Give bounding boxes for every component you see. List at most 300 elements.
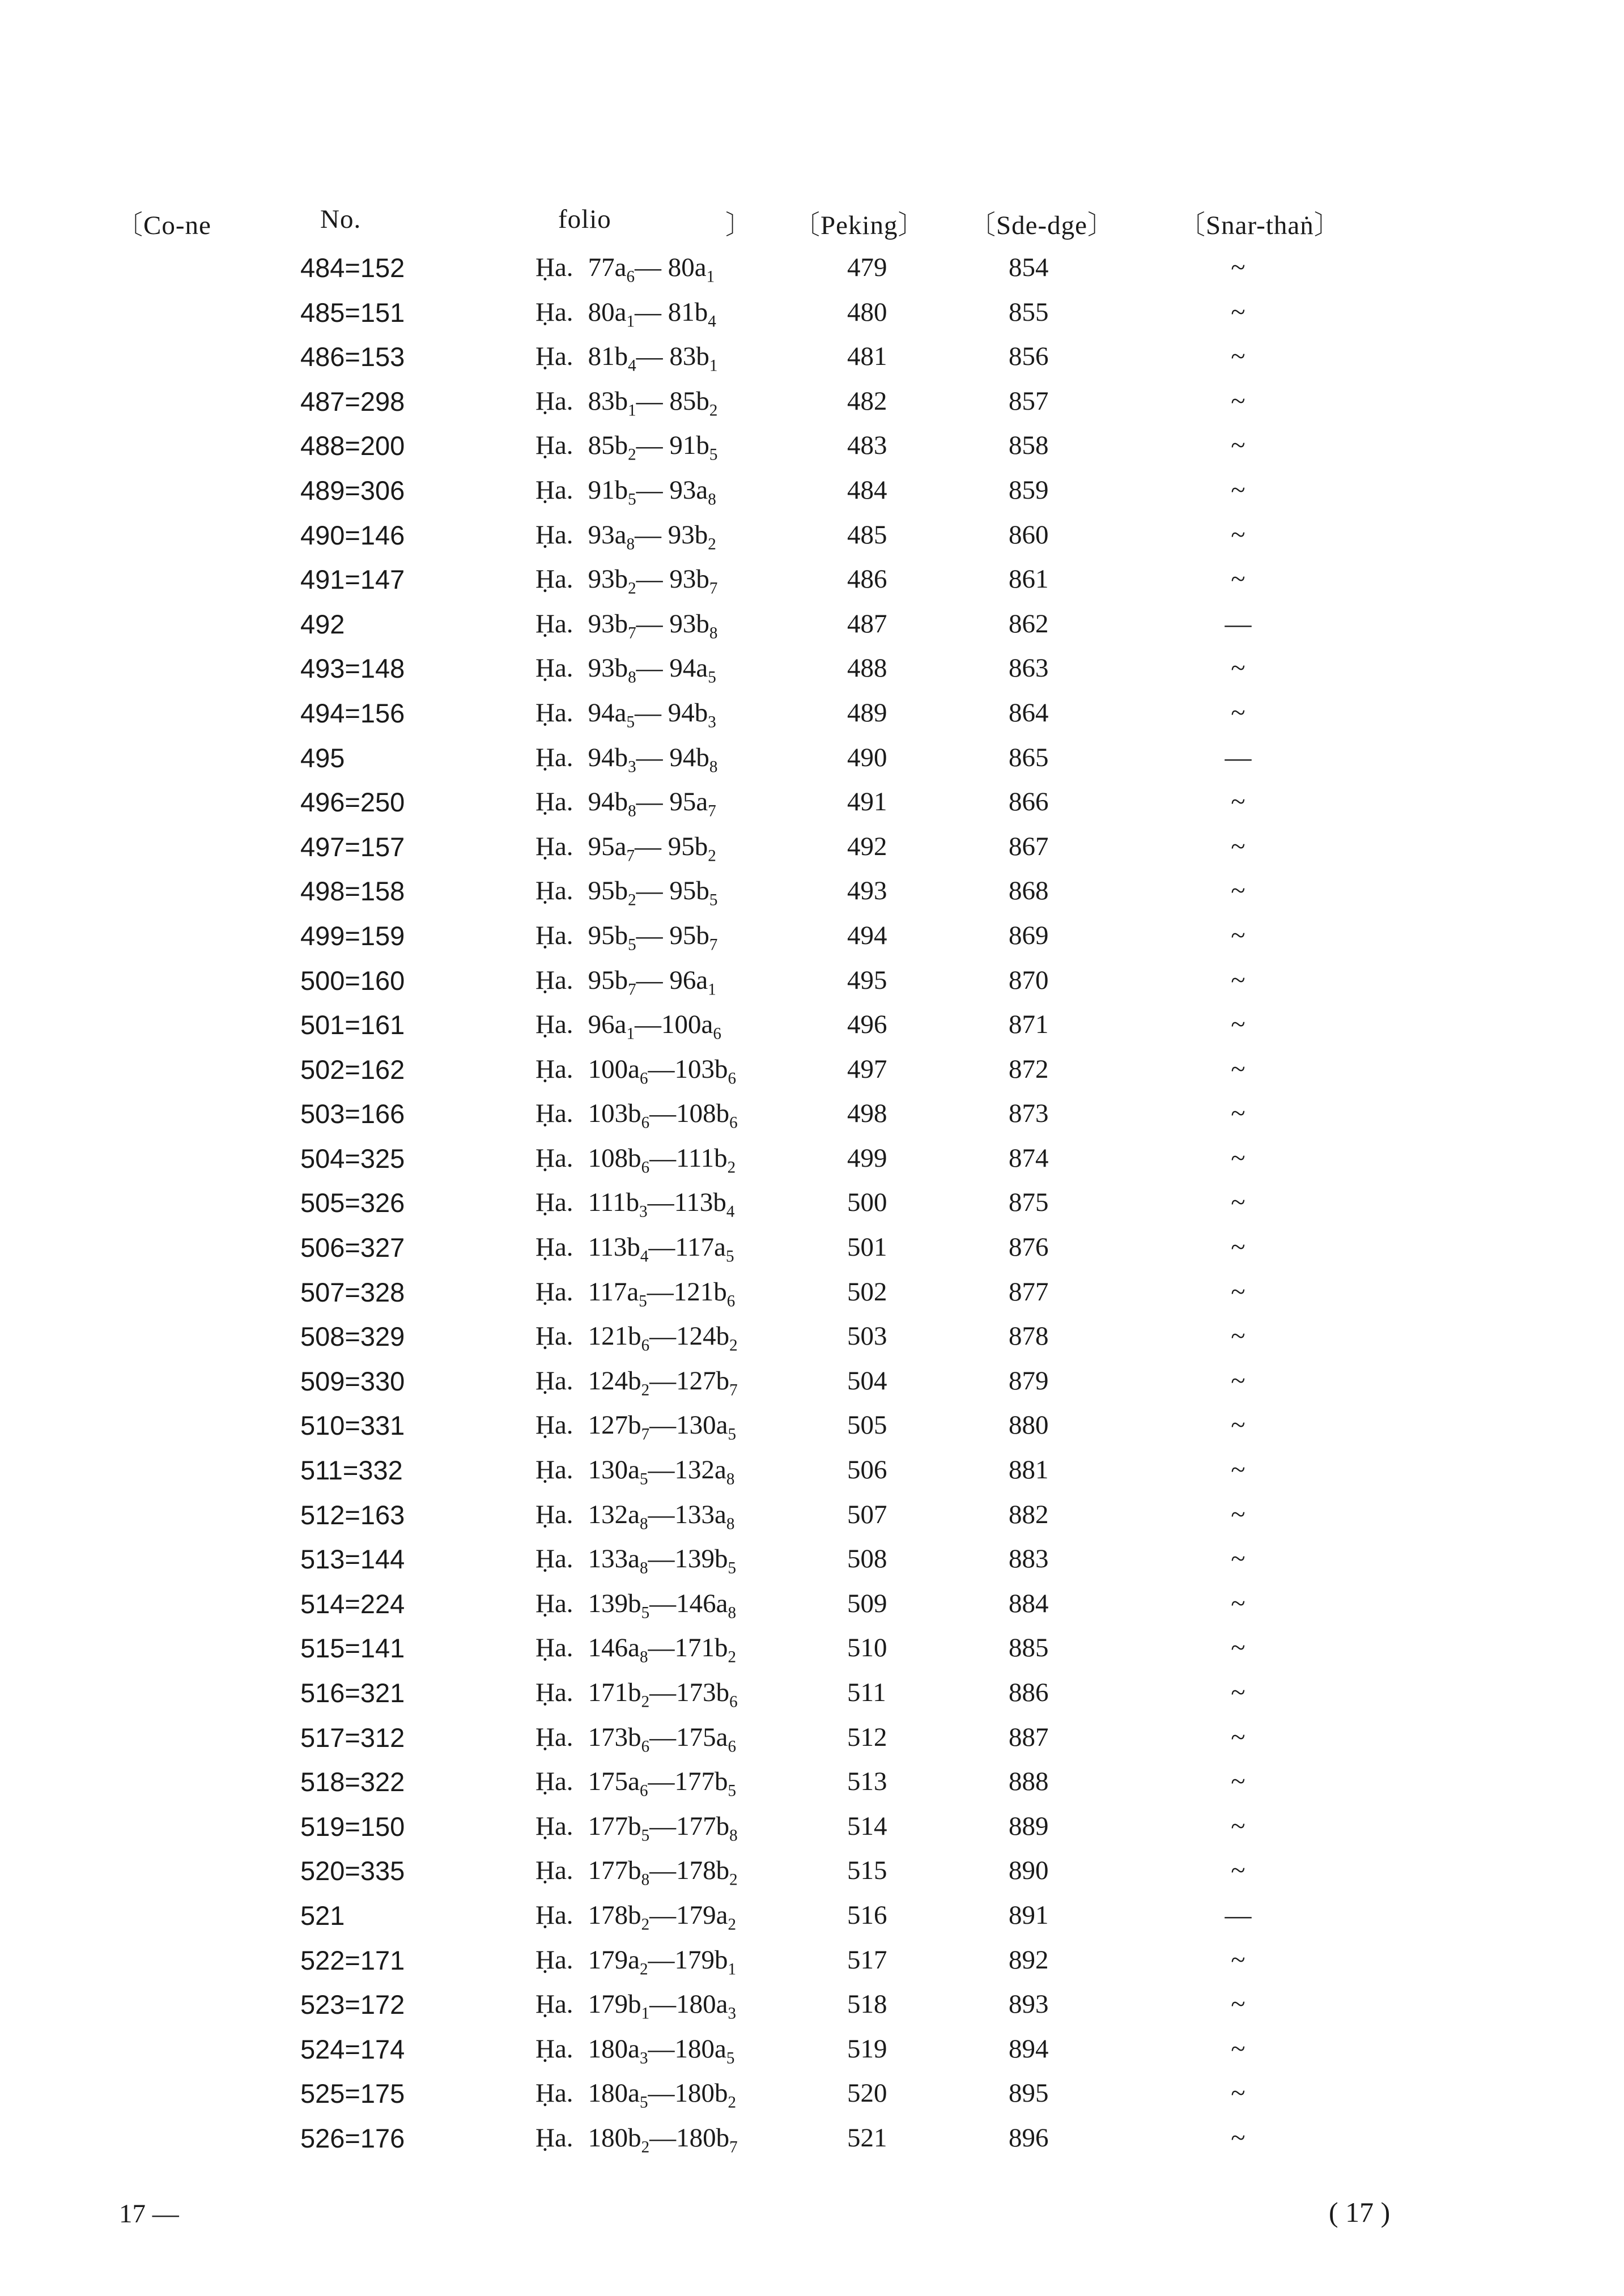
- sde-dge-number: 887: [1009, 1722, 1049, 1752]
- folio-range: [535, 1677, 738, 1711]
- entry-number: 496=250: [300, 787, 405, 818]
- peking-number: 510: [847, 1633, 887, 1663]
- folio-span: $103b_6—108b_6$: [588, 1099, 738, 1132]
- folio-span: $173b_6—175a_6$: [588, 1722, 737, 1755]
- folio-range: [535, 1054, 736, 1088]
- sde-dge-number: 886: [1009, 1678, 1049, 1707]
- folio-span: $130a_5—132a_8$: [588, 1455, 735, 1489]
- entry-number: 484=152: [300, 253, 405, 283]
- table-row: [0, 1098, 1624, 1143]
- peking-number: 517: [847, 1945, 887, 1975]
- entry-number: 517=312: [300, 1722, 405, 1753]
- sde-dge-number: 881: [1009, 1455, 1049, 1485]
- folio-span: $171b_2—173b_6$: [588, 1678, 738, 1711]
- sde-dge-number: 885: [1009, 1633, 1049, 1663]
- folio-range: [535, 920, 717, 954]
- table-row: [0, 1499, 1624, 1544]
- folio-range: [535, 1321, 738, 1355]
- folio-range: [535, 430, 717, 464]
- sde-dge-number: 873: [1009, 1099, 1049, 1129]
- table-row: [0, 520, 1624, 564]
- entry-number: 492: [300, 609, 345, 639]
- volume-label: Ḥa.: [535, 1811, 573, 1841]
- header-folio: folio: [558, 205, 611, 234]
- table-row: [0, 1632, 1624, 1677]
- snar-than-mark: ~: [1231, 1010, 1245, 1040]
- entry-number: 516=321: [300, 1678, 405, 1708]
- snar-than-mark: ~: [1231, 2078, 1245, 2108]
- sde-dge-number: 863: [1009, 653, 1049, 683]
- folio-span: $77a_6—$ $80a_1$: [588, 253, 715, 286]
- entry-number: 510=331: [300, 1410, 405, 1441]
- sde-dge-number: 894: [1009, 2034, 1049, 2064]
- sde-dge-number: 877: [1009, 1277, 1049, 1307]
- folio-range: [535, 831, 716, 865]
- folio-span: $81b_4—$ $83b_1$: [588, 342, 718, 375]
- volume-label: Ḥa.: [535, 1366, 573, 1396]
- folio-range: [535, 1945, 736, 1979]
- table-row: [0, 1187, 1624, 1232]
- folio-range: [535, 1098, 738, 1132]
- sde-dge-number: 872: [1009, 1054, 1049, 1084]
- folio-range: [535, 2078, 736, 2112]
- peking-number: 507: [847, 1499, 887, 1529]
- sde-dge-number: 890: [1009, 1856, 1049, 1886]
- entry-number: 514=224: [300, 1588, 405, 1619]
- sde-dge-number: 859: [1009, 475, 1049, 505]
- snar-than-mark: ~: [1231, 1366, 1245, 1396]
- folio-span: $180b_2—180b_7$: [588, 2123, 738, 2157]
- table-row: [0, 2123, 1624, 2167]
- entry-number: 489=306: [300, 475, 405, 505]
- volume-label: Ḥa.: [535, 1277, 573, 1307]
- sde-dge-number: 855: [1009, 297, 1049, 327]
- snar-than-mark: ~: [1231, 1856, 1245, 1886]
- entry-number: 521: [300, 1900, 345, 1931]
- sde-dge-number: 865: [1009, 742, 1049, 772]
- peking-number: 494: [847, 920, 887, 950]
- folio-range: [535, 1544, 736, 1578]
- peking-number: 515: [847, 1856, 887, 1886]
- table-row: [0, 653, 1624, 698]
- sde-dge-number: 860: [1009, 520, 1049, 550]
- folio-span: $146a_8—171b_2$: [588, 1633, 737, 1666]
- peking-number: 480: [847, 297, 887, 327]
- table-row: [0, 1544, 1624, 1588]
- entry-number: 486=153: [300, 342, 405, 372]
- folio-span: $94b_3—$ $94b_8$: [588, 742, 718, 776]
- table-row: [0, 1811, 1624, 1856]
- volume-label: Ḥa.: [535, 1188, 573, 1218]
- folio-span: $139b_5—146a_8$: [588, 1588, 737, 1622]
- table-row: [0, 1900, 1624, 1945]
- peking-number: 521: [847, 2123, 887, 2153]
- entry-number: 500=160: [300, 965, 405, 996]
- peking-number: 505: [847, 1410, 887, 1440]
- sde-dge-number: 870: [1009, 965, 1049, 995]
- header-snar-than: 〔Snar-thaṅ〕: [1179, 211, 1341, 240]
- entry-number: 509=330: [300, 1366, 405, 1396]
- sde-dge-number: 866: [1009, 787, 1049, 817]
- snar-than-mark: ~: [1231, 831, 1245, 861]
- entry-number: 508=329: [300, 1321, 405, 1352]
- snar-than-mark: ~: [1231, 342, 1245, 372]
- peking-number: 495: [847, 965, 887, 995]
- peking-number: 511: [847, 1678, 886, 1707]
- table-row: [0, 386, 1624, 431]
- table-row: [0, 698, 1624, 742]
- snar-than-mark: ~: [1231, 386, 1245, 416]
- volume-label: Ḥa.: [535, 1722, 573, 1752]
- entry-number: 485=151: [300, 297, 405, 328]
- peking-number: 484: [847, 475, 887, 505]
- snar-than-mark: ~: [1231, 1945, 1245, 1975]
- folio-span: $175a_6—177b_5$: [588, 1767, 737, 1800]
- peking-number: 492: [847, 831, 887, 861]
- folio-range: [535, 1722, 736, 1756]
- sde-dge-number: 867: [1009, 831, 1049, 861]
- snar-than-mark: ~: [1231, 876, 1245, 906]
- peking-number: 486: [847, 564, 887, 594]
- folio-range: [535, 1232, 734, 1266]
- peking-number: 493: [847, 876, 887, 906]
- table-row: [0, 297, 1624, 342]
- table-row: [0, 1143, 1624, 1188]
- peking-number: 504: [847, 1366, 887, 1396]
- page-number-right: ( 17 ): [1329, 2196, 1391, 2228]
- folio-span: $95a_7—$ $95b_2$: [588, 831, 716, 865]
- snar-than-mark: ~: [1231, 431, 1245, 461]
- snar-than-mark: ~: [1231, 297, 1245, 327]
- table-row: [0, 1232, 1624, 1277]
- folio-span: $124b_2—127b_7$: [588, 1366, 738, 1400]
- snar-than-mark: ~: [1231, 1277, 1245, 1307]
- entry-number: 520=335: [300, 1856, 405, 1886]
- entry-number: 519=150: [300, 1811, 405, 1842]
- folio-range: [535, 1143, 736, 1177]
- folio-range: [535, 1499, 734, 1533]
- peking-number: 519: [847, 2034, 887, 2064]
- table-row: [0, 1366, 1624, 1410]
- volume-label: Ḥa.: [535, 1143, 573, 1173]
- volume-label: Ḥa.: [535, 342, 573, 372]
- volume-label: Ḥa.: [535, 1499, 573, 1529]
- sde-dge-number: 871: [1009, 1010, 1049, 1040]
- folio-range: [535, 1410, 736, 1444]
- table-row: [0, 1766, 1624, 1811]
- table-row: [0, 609, 1624, 653]
- folio-range: [535, 297, 716, 331]
- folio-span: $180a_5—180b_2$: [588, 2078, 737, 2112]
- volume-label: Ḥa.: [535, 2123, 573, 2153]
- entry-number: 488=200: [300, 431, 405, 461]
- table-row: [0, 742, 1624, 787]
- folio-range: [535, 786, 716, 820]
- sde-dge-number: 856: [1009, 342, 1049, 372]
- table-row: [0, 1588, 1624, 1633]
- folio-span: $93a_8—$ $93b_2$: [588, 520, 716, 553]
- volume-label: Ḥa.: [535, 698, 573, 728]
- table-row: [0, 1009, 1624, 1054]
- sde-dge-number: 888: [1009, 1767, 1049, 1797]
- folio-span: $80a_1—$ $81b_4$: [588, 297, 716, 330]
- peking-number: 512: [847, 1722, 887, 1752]
- peking-number: 482: [847, 386, 887, 416]
- volume-label: Ḥa.: [535, 1767, 573, 1797]
- sde-dge-number: 874: [1009, 1143, 1049, 1173]
- peking-number: 513: [847, 1767, 887, 1797]
- entry-number: 518=322: [300, 1767, 405, 1797]
- sde-dge-number: 869: [1009, 920, 1049, 950]
- snar-than-mark: —: [1225, 742, 1252, 772]
- entry-number: 506=327: [300, 1232, 405, 1263]
- table-row: [0, 965, 1624, 1010]
- entry-number: 501=161: [300, 1010, 405, 1040]
- sde-dge-number: 862: [1009, 609, 1049, 639]
- peking-number: 489: [847, 698, 887, 728]
- volume-label: Ḥa.: [535, 1410, 573, 1440]
- folio-span: $117a_5—121b_6$: [588, 1277, 736, 1311]
- entry-number: 502=162: [300, 1054, 405, 1085]
- snar-than-mark: ~: [1231, 1544, 1245, 1574]
- peking-number: 514: [847, 1811, 887, 1841]
- snar-than-mark: ~: [1231, 520, 1245, 550]
- table-row: [0, 1054, 1624, 1099]
- snar-than-mark: ~: [1231, 1099, 1245, 1129]
- header-no: No.: [320, 205, 362, 234]
- table-row: [0, 920, 1624, 965]
- sde-dge-number: 876: [1009, 1232, 1049, 1262]
- sde-dge-number: 884: [1009, 1588, 1049, 1618]
- folio-range: [535, 564, 717, 598]
- folio-range: [535, 609, 717, 643]
- peking-number: 496: [847, 1010, 887, 1040]
- snar-than-mark: ~: [1231, 253, 1245, 282]
- folio-range: [535, 252, 715, 286]
- sde-dge-number: 893: [1009, 1989, 1049, 2019]
- volume-label: Ḥa.: [535, 253, 573, 282]
- entry-number: 522=171: [300, 1945, 405, 1975]
- folio-range: [535, 1366, 738, 1400]
- entry-number: 493=148: [300, 653, 405, 684]
- peking-number: 488: [847, 653, 887, 683]
- folio-span: $91b_5—$ $93a_8$: [588, 475, 716, 509]
- peking-number: 483: [847, 431, 887, 461]
- folio-span: $111b_3—113b_4$: [588, 1188, 735, 1221]
- entry-number: 523=172: [300, 1989, 405, 2020]
- snar-than-mark: ~: [1231, 1989, 1245, 2019]
- volume-label: Ḥa.: [535, 1945, 573, 1975]
- volume-label: Ḥa.: [535, 1321, 573, 1351]
- table-row: [0, 1677, 1624, 1722]
- volume-label: Ḥa.: [535, 876, 573, 906]
- volume-label: Ḥa.: [535, 297, 573, 327]
- header-cone: 〔Co-ne: [116, 211, 211, 240]
- folio-range: [535, 965, 716, 999]
- sde-dge-number: 883: [1009, 1544, 1049, 1574]
- entry-number: 490=146: [300, 520, 405, 550]
- snar-than-mark: ~: [1231, 1633, 1245, 1663]
- folio-span: $179a_2—179b_1$: [588, 1945, 737, 1978]
- table-row: [0, 1855, 1624, 1900]
- peking-number: 481: [847, 342, 887, 372]
- folio-span: $133a_8—139b_5$: [588, 1544, 737, 1578]
- sde-dge-number: 879: [1009, 1366, 1049, 1396]
- folio-span: $132a_8—133a_8$: [588, 1499, 735, 1533]
- peking-number: 497: [847, 1054, 887, 1084]
- table-row: [0, 1321, 1624, 1366]
- entry-number: 497=157: [300, 831, 405, 862]
- volume-label: Ḥa.: [535, 386, 573, 416]
- sde-dge-number: 896: [1009, 2123, 1049, 2153]
- sde-dge-number: 861: [1009, 564, 1049, 594]
- peking-number: 490: [847, 742, 887, 772]
- sde-dge-number: 875: [1009, 1188, 1049, 1218]
- folio-span: $178b_2—179a_2$: [588, 1900, 737, 1934]
- table-row: [0, 2078, 1624, 2123]
- entry-number: 526=176: [300, 2123, 405, 2153]
- folio-span: $177b_8—178b_2$: [588, 1856, 738, 1889]
- sde-dge-number: 892: [1009, 1945, 1049, 1975]
- entry-number: 499=159: [300, 920, 405, 951]
- folio-range: [535, 1900, 736, 1934]
- folio-span: $108b_6—111b_2$: [588, 1143, 736, 1177]
- entry-number: 525=175: [300, 2078, 405, 2109]
- peking-number: 501: [847, 1232, 887, 1262]
- folio-span: $177b_5—177b_8$: [588, 1811, 738, 1845]
- peking-number: 479: [847, 253, 887, 282]
- peking-number: 508: [847, 1544, 887, 1574]
- volume-label: Ḥa.: [535, 2034, 573, 2064]
- sde-dge-number: 889: [1009, 1811, 1049, 1841]
- snar-than-mark: ~: [1231, 1054, 1245, 1084]
- entry-number: 504=325: [300, 1143, 405, 1173]
- snar-than-mark: ~: [1231, 564, 1245, 594]
- snar-than-mark: —: [1225, 609, 1252, 639]
- sde-dge-number: 854: [1009, 253, 1049, 282]
- snar-than-mark: ~: [1231, 1143, 1245, 1173]
- entry-number: 494=156: [300, 698, 405, 728]
- snar-than-mark: ~: [1231, 1232, 1245, 1262]
- folio-range: [535, 742, 717, 776]
- folio-range: [535, 341, 717, 375]
- peking-number: 499: [847, 1143, 887, 1173]
- entry-number: 513=144: [300, 1544, 405, 1575]
- folio-span: $93b_7—$ $93b_8$: [588, 609, 718, 643]
- folio-range: [535, 1632, 736, 1666]
- peking-number: 500: [847, 1188, 887, 1218]
- folio-span: $93b_2—$ $93b_7$: [588, 564, 718, 598]
- entry-number: 495: [300, 742, 345, 773]
- snar-than-mark: ~: [1231, 1455, 1245, 1485]
- volume-label: Ḥa.: [535, 742, 573, 772]
- volume-label: Ḥa.: [535, 1455, 573, 1485]
- snar-than-mark: ~: [1231, 1811, 1245, 1841]
- snar-than-mark: ~: [1231, 1188, 1245, 1218]
- volume-label: Ḥa.: [535, 475, 573, 505]
- snar-than-mark: ~: [1231, 1722, 1245, 1752]
- entry-number: 507=328: [300, 1277, 405, 1307]
- table-row: [0, 786, 1624, 831]
- table-row: [0, 831, 1624, 876]
- volume-label: Ḥa.: [535, 564, 573, 594]
- folio-range: [535, 386, 717, 420]
- folio-range: [535, 653, 716, 687]
- sde-dge-number: 868: [1009, 876, 1049, 906]
- volume-label: Ḥa.: [535, 520, 573, 550]
- page-number-left: 17 —: [119, 2199, 179, 2229]
- volume-label: Ḥa.: [535, 1099, 573, 1129]
- folio-span: $94a_5—$ $94b_3$: [588, 698, 716, 732]
- sde-dge-number: 880: [1009, 1410, 1049, 1440]
- header-folio-bracket: 〕: [725, 211, 753, 240]
- snar-than-mark: ~: [1231, 1321, 1245, 1351]
- entry-number: 503=166: [300, 1099, 405, 1129]
- table-row: [0, 252, 1624, 297]
- snar-than-mark: ~: [1231, 1410, 1245, 1440]
- table-row: [0, 1410, 1624, 1455]
- folio-range: [535, 1187, 734, 1221]
- snar-than-mark: ~: [1231, 1588, 1245, 1618]
- header-peking: 〔Peking〕: [793, 211, 925, 240]
- entry-number: 487=298: [300, 386, 405, 416]
- snar-than-mark: ~: [1231, 653, 1245, 683]
- volume-label: Ḥa.: [535, 2078, 573, 2108]
- table-row: [0, 430, 1624, 475]
- peking-number: 502: [847, 1277, 887, 1307]
- volume-label: Ḥa.: [535, 1232, 573, 1262]
- peking-number: 509: [847, 1588, 887, 1618]
- volume-label: Ḥa.: [535, 1588, 573, 1618]
- volume-label: Ḥa.: [535, 1678, 573, 1707]
- snar-than-mark: —: [1225, 1900, 1252, 1930]
- folio-span: $127b_7—130a_5$: [588, 1410, 737, 1444]
- table-row: [0, 1455, 1624, 1499]
- volume-label: Ḥa.: [535, 1900, 573, 1930]
- volume-label: Ḥa.: [535, 787, 573, 817]
- volume-label: Ḥa.: [535, 609, 573, 639]
- table-row: [0, 1989, 1624, 2034]
- table-row: [0, 2034, 1624, 2078]
- folio-range: [535, 520, 716, 554]
- folio-span: $180a_3—180a_5$: [588, 2034, 735, 2068]
- volume-label: Ḥa.: [535, 831, 573, 861]
- sde-dge-number: 878: [1009, 1321, 1049, 1351]
- header-sde-dge: 〔Sde-dge〕: [969, 211, 1115, 240]
- table-row: [0, 1277, 1624, 1321]
- snar-than-mark: ~: [1231, 1767, 1245, 1797]
- snar-than-mark: ~: [1231, 1499, 1245, 1529]
- snar-than-mark: ~: [1231, 1678, 1245, 1707]
- snar-than-mark: ~: [1231, 475, 1245, 505]
- sde-dge-number: 858: [1009, 431, 1049, 461]
- folio-span: $94b_8—$ $95a_7$: [588, 787, 716, 820]
- peking-number: 485: [847, 520, 887, 550]
- folio-range: [535, 1855, 738, 1889]
- peking-number: 498: [847, 1099, 887, 1129]
- snar-than-mark: ~: [1231, 787, 1245, 817]
- peking-number: 506: [847, 1455, 887, 1485]
- table-row: [0, 1722, 1624, 1767]
- table-row: [0, 1945, 1624, 1989]
- entry-number: 512=163: [300, 1499, 405, 1530]
- volume-label: Ḥa.: [535, 431, 573, 461]
- sde-dge-number: 891: [1009, 1900, 1049, 1930]
- entry-number: 505=326: [300, 1188, 405, 1218]
- peking-number: 487: [847, 609, 887, 639]
- snar-than-mark: ~: [1231, 2123, 1245, 2153]
- peking-number: 518: [847, 1989, 887, 2019]
